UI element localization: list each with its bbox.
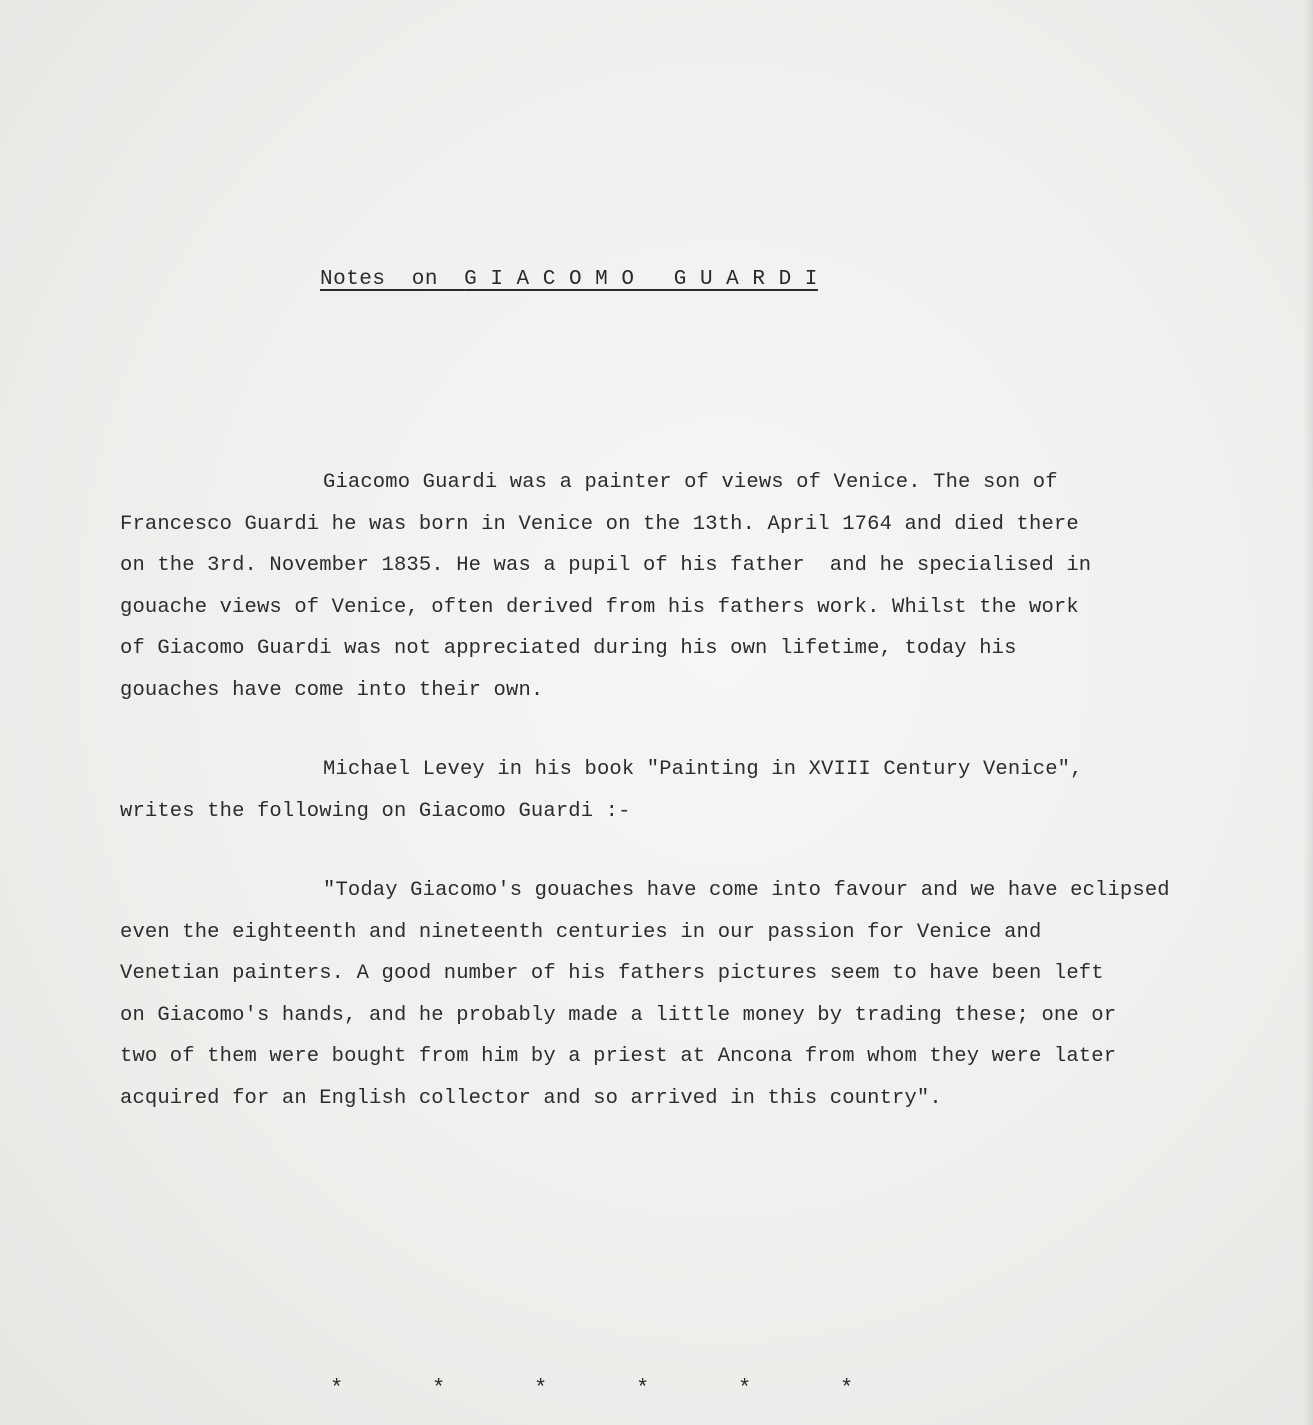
paragraph-line: Giacomo Guardi was a painter of views of Venice. The son of: [323, 471, 1058, 494]
paragraph-line: on the 3rd. November 1835. He was a pupil of his father and he specialised in: [120, 554, 1092, 577]
paragraph-line: gouaches have come into their own.: [120, 678, 544, 702]
paragraph-line: of Giacomo Guardi was not appreciated during his own lifetime, today his: [120, 637, 1017, 660]
paragraph-line: Venetian painters. A good number of his fathers pictures seem to have been left: [120, 962, 1104, 985]
paragraph-line: even the eighteenth and nineteenth centuries in our passion for Venice and: [120, 920, 1042, 944]
paragraph-line: gouache views of Venice, often derived from his fathers work. Whilst the work: [120, 595, 1079, 619]
paragraph-quotation: [120, 870, 1300, 1119]
star-ornament: *: [636, 1376, 650, 1401]
document-title: [320, 268, 818, 291]
page-edge-shadow: [1303, 0, 1313, 1425]
paragraph-line: "Today Giacomo's gouaches have come into favour and we have eclipsed: [323, 879, 1170, 902]
paragraph-line: writes the following on Giacomo Guardi :-: [120, 799, 631, 823]
star-ornament: *: [534, 1376, 548, 1401]
paragraph-line: two of them were bought from him by a priest at Ancona from whom they were later: [120, 1045, 1117, 1068]
paragraph-line: on Giacomo's hands, and he probably made a little money by trading these; one or: [120, 1003, 1117, 1027]
footer-ornament: [330, 1376, 942, 1401]
paragraph-line: Michael Levey in his book "Painting in XVIII Century Venice",: [323, 758, 1083, 781]
star-ornament: *: [840, 1376, 854, 1401]
paragraph-levey-intro: [120, 749, 1300, 832]
paragraph-line: acquired for an English collector and so arrived in this country".: [120, 1086, 942, 1110]
title-name: G I A C O M O G U A R D I: [464, 268, 818, 291]
paragraph-line: Francesco Guardi he was born in Venice on the 13th. April 1764 and died there: [120, 512, 1079, 536]
star-ornament: *: [330, 1376, 344, 1401]
star-ornament: *: [738, 1376, 752, 1401]
title-prefix: Notes on: [320, 268, 438, 291]
star-ornament: *: [432, 1376, 446, 1401]
paragraph-biography: [120, 462, 1300, 711]
